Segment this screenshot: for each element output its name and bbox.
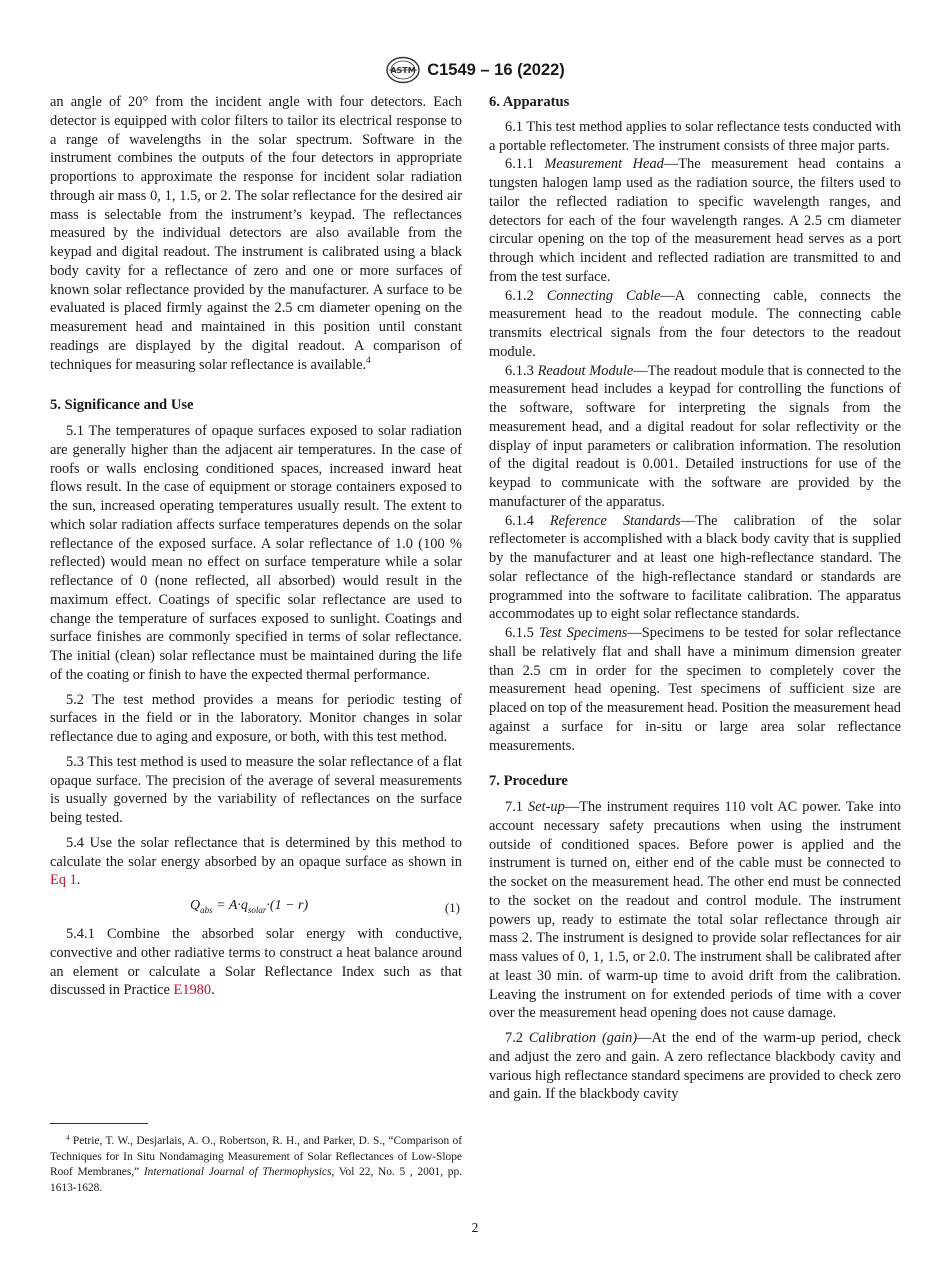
footnote-ref[interactable]: 4: [366, 354, 371, 365]
page-header: [0, 56, 950, 84]
left-column: [50, 93, 462, 1000]
eq-1-link[interactable]: Eq 1: [50, 872, 77, 889]
equation-1: [50, 897, 462, 919]
paragraph-6-1: 6.1 This test method applies to solar reflectance tests conducted with a portable reflectometer. The instrument consists of three major parts.: [489, 118, 901, 154]
equation-number: (1): [444, 899, 460, 915]
standard-designation: C1549 – 16 (2022): [427, 60, 565, 79]
paragraph-7-2: 7.2 Calibration (gain)—At the end of the warm-up period, check and adjust the zero and gain. A zero reflectance blackbody cavity and various high reflectance standard specimens are provided to check zero and gain. If the blackbody cavity: [489, 1030, 901, 1103]
right-column: [489, 93, 901, 1104]
paragraph-5-4: 5.4 Use the solar reflectance that is determined by this method to calculate the solar energy absorbed by an opaque surface as shown in Eq 1.: [50, 834, 462, 889]
section-6-heading: 6. Apparatus: [489, 94, 570, 110]
paragraph-6-1-1: 6.1.1 Measurement Head—The measurement head contains a tungsten halogen lamp used as the radiation source, the filters used to tailor the reflected radiation to specific wavelength ranges, and detectors for each of the four wavelength ranges. A 2.5 cm diameter circular opening on the top of the measurement head serves as a port through which incident and reflected radiation are transmitted to and from the test surface.: [489, 156, 901, 285]
section-7-heading: 7. Procedure: [489, 773, 568, 790]
paragraph-5-3: 5.3 This test method is used to measure the solar reflectance of a flat opaque surface. The precision of the average of several measurements is usually governed by the variability of reflectances on the surface being tested.: [50, 753, 462, 826]
paragraph-6-1-4: 6.1.4 Reference Standards—The calibration of the solar reflectometer is accomplished with a black body cavity that is supplied by the manufacturer and at least one high-reflectance standard. The solar reflectance of the high-reflectance standard or standards are programmed into the software to facilitate calibration. The apparatus accommodates up to eight solar reflectance standards.: [489, 512, 901, 623]
paragraph-6-1-3: 6.1.3 Readout Module—The readout module that is connected to the measurement head includes a keypad for controlling the functions of the software, software for interpreting the signals from the measurement head, and a digital readout for solar reflectivity or the display of input parameters or calibration information. The resolution of the digital readout is 0.001. Detailed instructions for use of the keypad to communicate with the software are provided by the manufacturer of the apparatus.: [489, 362, 901, 510]
equation-formula: $Q_{abs} = A\cdot q_{solar}\cdot(1 - r)$: [190, 897, 309, 915]
section-5-heading: 5. Significance and Use: [50, 397, 194, 414]
paragraph-7-1: 7.1 Set-up—The instrument requires 110 volt AC power. Take into account necessary safety precautions when using the instrument outside of conditioned spaces. Before power is applied and the instrument is turned on, either end of the cable must be connected to the socket on the measurement head. The other end must be connected to the socket on the readout and control module. The instrument powers up, ready to estimate the total solar reflectance through air mass 2. The instrument is designed to provide solar reflectances for air mass values of 0, 1, 1.5, or 2.0. The instrument shall be calibrated after at least 30 min. of warm-up time to avoid drift from the calibration. Leaving the instrument on for extended periods of time with a cover over the measurement head opening does not cause damage.: [489, 799, 901, 1022]
paragraph-6-1-5: 6.1.5 Test Specimens—Specimens to be tested for solar reflectance shall be relatively flat and shall have a minimum dimension greater than 2.5 cm in order for the specimen to completely cover the measurement head opening. Test specimens of sufficient size are placed on top of the measurement head. Position the measurement head against a surface for in-situ or large area solar reflectance measurements.: [489, 625, 902, 754]
footnote-divider: [50, 1123, 148, 1124]
paragraph-5-1: 5.1 The temperatures of opaque surfaces exposed to solar radiation are generally higher than the adjacent air temperatures. In the case of roofs or walls enclosing conditioned spaces, increased inward heat flows result. In the case of equipment or storage containers exposed to the sun, increased operating temperatures usually result. The extent to which solar radiation affects surface temperatures depends on the solar reflectance of the exposed surface. A solar reflectance of 1.0 (100 % reflected) would mean no effect on surface temperature while a solar reflectance of 0 (none reflected, all absorbed) would result in the maximum effect. Coatings of specific solar reflectance are used to change the temperature of surfaces exposed to sunlight. Coatings and surface finishes are commonly specified in terms of solar reflectance. The initial (clean) solar reflectance must be maintained during the life of the coating or finish to have the expected thermal performance.: [50, 423, 462, 683]
e1980-link[interactable]: E1980: [173, 982, 212, 999]
astm-logo: [385, 56, 421, 84]
footnote-4: $^4$ Petrie, T. W., Desjarlais, A. O., Robertson, R. H., and Parker, D. S., “Comparison of Techniques for In Situ Nondamaging Measurement of Solar Reflectances of Low-Slope Roof Membranes,” International Journal of Thermophysics, Vol 22, No. 5 , 2001, pp. 1613-1628.: [50, 1134, 462, 1194]
intro-paragraph: an angle of 20° from the incident angle with four detectors. Each detector is equipped with color filters to tailor its electrical response to a range of wavelengths in the solar spectrum. Software in the instrument combines the outputs of the four detectors in appropriate proportions to approximate the response for incident solar radiation through air mass 0, 1, 1.5, or 2. The solar reflectance for the desired air mass is selectable from the instrument’s keypad. The reflectances measured by the individual detectors are also available from the keypad and digital readout. The instrument is calibrated using a black body cavity for a reflectance of zero and one or more surfaces of known solar reflectance provided by the manufacturer. A surface to be evaluated is placed firmly against the 2.5 cm diameter opening on the measurement head and maintained in this position until constant readings are displayed by the digital readout. A comparison of techniques for measuring solar reflectance is available.$^4$: [50, 94, 462, 373]
paragraph-6-1-2: 6.1.2 Connecting Cable—A connecting cable, connects the measurement head to the readout module. The connecting cable transmits electrical signals from the four detectors to the readout module.: [489, 287, 901, 360]
paragraph-5-4-1: 5.4.1 Combine the absorbed solar energy with conductive, convective and other radiative terms to construct a heat balance around an element or calculate a Solar Reflectance Index such as that discussed in Practice E1980.: [50, 926, 462, 999]
paragraph-5-2: 5.2 The test method provides a means for periodic testing of surfaces in the field or in the laboratory. Monitor changes in solar reflectance due to aging and exposure, or both, with this test method.: [50, 691, 462, 745]
page-number: 2: [471, 1220, 479, 1235]
svg-text:ASTM: ASTM: [390, 66, 416, 75]
